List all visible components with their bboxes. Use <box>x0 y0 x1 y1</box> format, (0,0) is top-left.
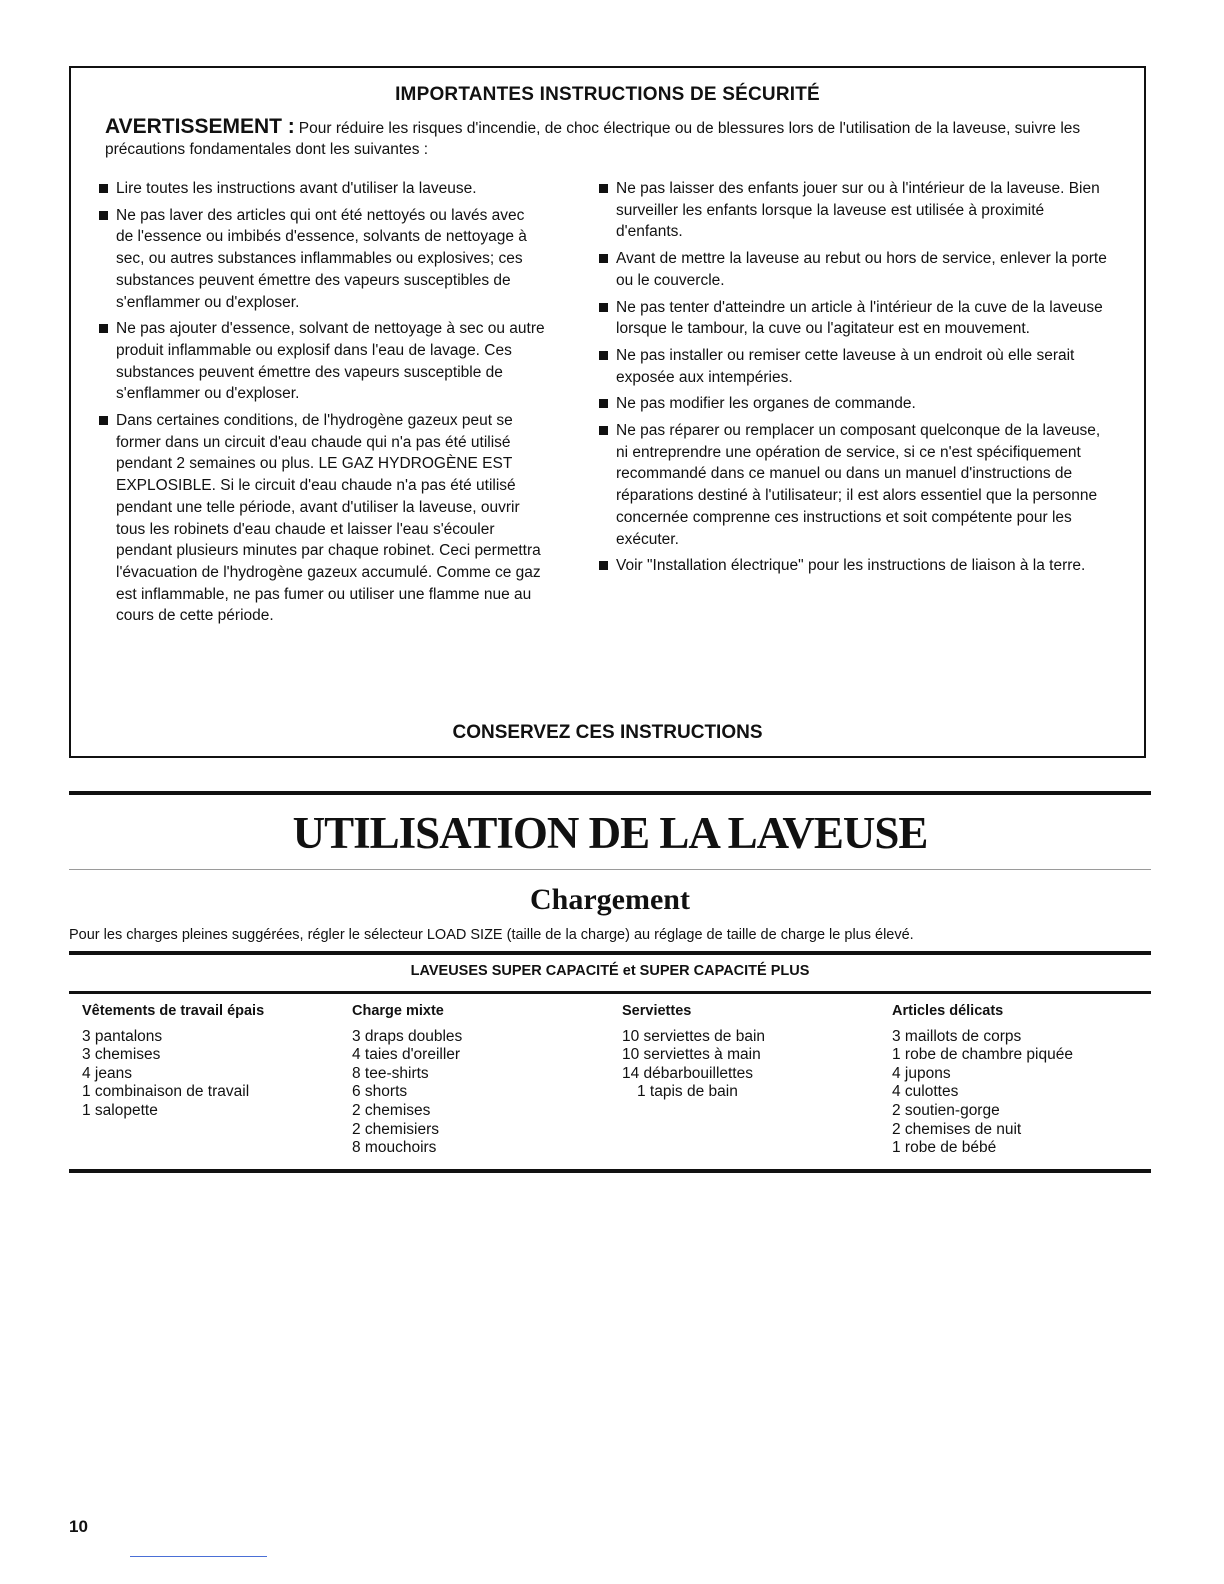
list-item: 10 serviettes de bain <box>622 1027 766 1045</box>
save-instructions-title: CONSERVEZ CES INSTRUCTIONS <box>452 722 763 743</box>
intro-paragraph: Pour les charges pleines suggérées, régler le sélecteur LOAD SIZE (taille de la charge) au réglage de taille de charge le plus élevé. <box>69 927 914 943</box>
safety-list-left <box>97 178 545 632</box>
safety-list-right <box>597 178 1111 582</box>
list-item: 2 soutien-gorge <box>892 1101 1000 1119</box>
column-header: Vêtements de travail épais <box>82 1003 265 1019</box>
load-column-mixed <box>352 1002 617 1158</box>
section-title: UTILISATION DE LA LAVEUSE <box>292 808 928 858</box>
safety-item: Ne pas installer ou remiser cette laveuse à un endroit où elle serait exposée aux intempéries. <box>597 345 1111 388</box>
list-item: 2 chemises <box>352 1101 431 1119</box>
list-item: 3 pantalons <box>82 1027 163 1045</box>
safety-item: Lire toutes les instructions avant d'utiliser la laveuse. <box>97 178 545 200</box>
safety-item: Avant de mettre la laveuse au rebut ou hors de service, enlever la porte ou le couvercle. <box>597 248 1111 291</box>
table-header-rule <box>69 991 1151 994</box>
column-header: Articles délicats <box>892 1003 1004 1019</box>
list-item: 6 shorts <box>352 1083 408 1101</box>
subsection-title: Chargement <box>530 883 690 916</box>
safety-item: Ne pas laisser des enfants jouer sur ou à l'intérieur de la laveuse. Bien surveiller les enfants lorsque la laveuse est utilisée à proximité d'enfants. <box>597 178 1111 243</box>
safety-item: Voir "Installation électrique" pour les instructions de liaison à la terre. <box>597 555 1111 577</box>
column-header: Serviettes <box>622 1003 692 1019</box>
list-item: 3 chemises <box>82 1046 161 1064</box>
list-item: 1 tapis de bain <box>637 1083 738 1101</box>
list-item: 8 tee-shirts <box>352 1064 429 1082</box>
warning-label: AVERTISSEMENT : <box>105 115 295 138</box>
list-item: 4 culottes <box>892 1083 959 1101</box>
list-item: 1 robe de bébé <box>892 1139 997 1157</box>
safety-item: Ne pas modifier les organes de commande. <box>597 393 1111 415</box>
list-item: 1 salopette <box>82 1101 158 1119</box>
warning-paragraph <box>105 116 1116 160</box>
list-item: 4 jupons <box>892 1064 951 1082</box>
safety-item: Ne pas tenter d'atteindre un article à l'intérieur de la cuve de la laveuse lorsque le tambour, la cuve ou l'agitateur est en mouvement. <box>597 297 1111 340</box>
safety-instructions-box <box>69 66 1146 758</box>
safety-title: IMPORTANTES INSTRUCTIONS DE SÉCURITÉ <box>395 84 820 105</box>
table-bottom-rule <box>69 1169 1151 1173</box>
list-item: 10 serviettes à main <box>622 1046 761 1064</box>
section-top-rule <box>69 791 1151 795</box>
list-item: 4 taies d'oreiller <box>352 1046 461 1064</box>
safety-item: Ne pas réparer ou remplacer un composant quelconque de la laveuse, ni entreprendre une opération de service, si ce n'est spécifiquement recommandé dans ce manuel ou dans un manuel d'instructions de réparations destiné à l'utilisateur; il est alors essentiel que la personne concernée comprenne ces instructions et soit compétente pour les exécuter. <box>597 420 1111 550</box>
list-item: 8 mouchoirs <box>352 1139 437 1157</box>
list-item: 4 jeans <box>82 1064 132 1082</box>
list-item: 2 chemises de nuit <box>892 1120 1022 1138</box>
footer-link-underline[interactable] <box>130 1556 267 1557</box>
safety-item: Dans certaines conditions, de l'hydrogène gazeux peut se former dans un circuit d'eau chaude qui n'a pas été utilisé pendant 2 semaines ou plus. LE GAZ HYDROGÈNE EST EXPLOSIBLE. Si le circuit d'eau chaude n'a pas été utilisé pendant une telle période, avant d'utiliser la laveuse, ouvrir tous les robinets d'eau chaude et laisser l'eau s'écouler pendant plusieurs minutes par chaque robinet. Ceci permettra l'évacuation de l'hydrogène gazeux accumulé. Comme ce gaz est inflammable, ne pas fumer ou utiliser une flamme nue au cours de cette période. <box>97 410 545 627</box>
warning-text: Pour réduire les risques d'incendie, de choc électrique ou de blessures lors de l'utilisation de la laveuse, suivre les précautions fondamentales dont les suivantes : <box>105 120 1081 158</box>
load-column-delicates <box>892 1002 1157 1158</box>
load-column-heavy-work <box>82 1002 347 1121</box>
list-item: 1 robe de chambre piquée <box>892 1046 1073 1064</box>
load-column-towels <box>622 1002 887 1102</box>
safety-item: Ne pas ajouter d'essence, solvant de nettoyage à sec ou autre produit inflammable ou explosif dans l'eau de lavage. Ces substances peuvent émettre des vapeurs susceptible de s'enflammer ou d'exploser. <box>97 318 545 405</box>
table-top-rule <box>69 951 1151 955</box>
column-header: Charge mixte <box>352 1003 444 1019</box>
page-number: 10 <box>69 1517 88 1536</box>
safety-item: Ne pas laver des articles qui ont été nettoyés ou lavés avec de l'essence ou imbibés d'essence, solvants de nettoyage à sec, ou autres substances inflammables ou explosives; ces substances peuvent émettre des vapeurs susceptibles de s'enflammer ou d'exploser. <box>97 205 545 314</box>
list-item: 3 draps doubles <box>352 1027 463 1045</box>
list-item: 1 combinaison de travail <box>82 1083 250 1101</box>
section-divider <box>69 869 1151 870</box>
list-item: 2 chemisiers <box>352 1120 439 1138</box>
list-item: 3 maillots de corps <box>892 1027 1022 1045</box>
table-caption: LAVEUSES SUPER CAPACITÉ et SUPER CAPACITÉ PLUS <box>410 963 810 979</box>
list-item: 14 débarbouillettes <box>622 1064 753 1082</box>
